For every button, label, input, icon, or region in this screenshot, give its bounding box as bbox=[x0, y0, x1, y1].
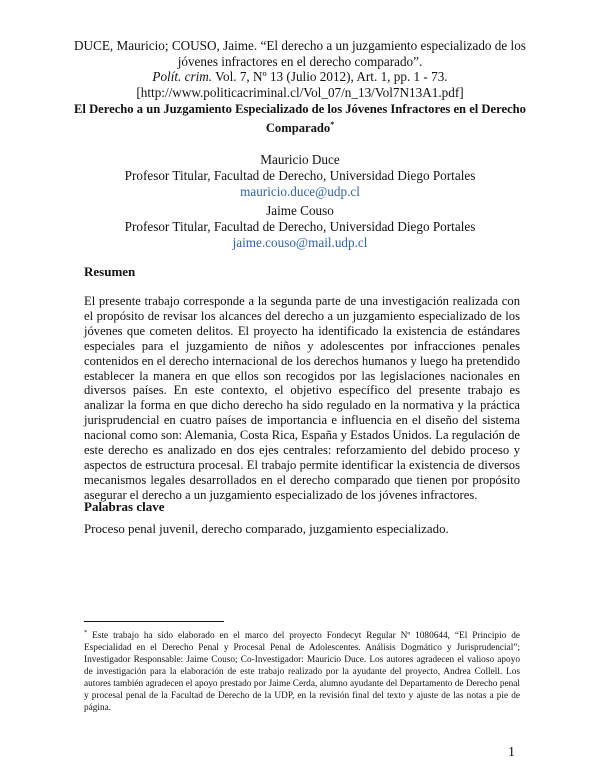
journal-name: Polít. crim. bbox=[152, 69, 213, 84]
citation-line-3 bbox=[40, 69, 560, 85]
abstract-heading: Resumen bbox=[84, 264, 136, 279]
footnote-text: Este trabajo ha sido elaborado en el marco del proyecto Fondecyt Regular Nº 1080644, “El Principio de Especialidad en el Derecho Penal y Procesal Penal de Adolescentes. Análisis Dogmático y Jurisprudencial”; Investigador Responsable: Jaime Couso; Co-Investigador: Mauricio Duce. Los autores agradecen el valioso apoyo de investigación para la elaboración de este trabajo realizado por la ayudante del proyecto, Andrea Collell. Los autores también agradecen el apoyo prestado por Jaime Cerda, alumno ayudante del Departamento de Derecho penal y procesal penal de la Facultad de Derecho de la UDP, en la revisión final del texto y ajuste de las notas a pie de página. bbox=[84, 631, 520, 713]
citation-line-2: jóvenes infractores en el derecho comparado”. bbox=[177, 53, 423, 69]
author-email[interactable]: jaime.couso@mail.udp.cl bbox=[232, 235, 368, 250]
author-block-1 bbox=[40, 152, 560, 200]
abstract-text: El presente trabajo corresponde a la segunda parte de una investigación realizada con el propósito de revisar los alcances del derecho a un juzgamiento especializado de los jóvenes que cometen delitos. El proyecto ha identificado la existencia de estándares especiales para el juzgamiento de niños y adolescentes por infracciones penales contenidos en el derecho internacional de los derechos humanos y luego ha pretendido establecer la manera en que ellos son recogidos por las legislaciones nacionales en diversos países. En este contexto, el objetivo específico del presente trabajo es analizar la forma en que dicho derecho ha sido regulado en la normativa y la práctica jurisprudencial en cuatro países de importancia e influencia en el diseño del sistema nacional como son: Alemania, Costa Rica, España y Estados Unidos. La regulación de este derecho es analizado en dos ejes centrales: reforzamiento del debido proceso y aspectos de estructura procesal. El trabajo permite identificar la existencia de diversos mecanismos legales desarrollados en el derecho comparado que tienen por propósito asegurar el derecho a un juzgamiento especializado de los jóvenes infractores. bbox=[84, 294, 520, 502]
keywords-heading: Palabras clave bbox=[84, 499, 165, 514]
author-affiliation: Profesor Titular, Facultad de Derecho, Universidad Diego Portales bbox=[124, 219, 476, 234]
paper-title-text: El Derecho a un Juzgamiento Especializado de los Jóvenes Infractores en el Derecho Comparado bbox=[74, 102, 526, 136]
author-block-2 bbox=[40, 203, 560, 251]
title-footnote-mark: * bbox=[330, 120, 335, 129]
author-affiliation: Profesor Titular, Facultad de Derecho, Universidad Diego Portales bbox=[124, 168, 476, 183]
footnote bbox=[84, 627, 520, 714]
citation-header bbox=[40, 38, 560, 100]
paper-title bbox=[60, 101, 540, 136]
keywords-text: Proceso penal juvenil, derecho comparado, juzgamiento especializado. bbox=[84, 522, 449, 536]
citation-volume: Vol. 7, Nº 13 (Julio 2012), Art. 1, pp. 1 - 73. bbox=[212, 69, 448, 84]
footnote-mark: * bbox=[84, 629, 88, 636]
author-name: Jaime Couso bbox=[266, 203, 334, 218]
citation-url: [http://www.politicacriminal.cl/Vol_07/n_13/Vol7N13A1.pdf] bbox=[136, 84, 464, 100]
footnote-divider bbox=[84, 621, 224, 622]
author-email[interactable]: mauricio.duce@udp.cl bbox=[240, 184, 360, 199]
citation-line-1: DUCE, Mauricio; COUSO, Jaime. “El derecho a un juzgamiento especializado de los bbox=[74, 38, 526, 53]
page-number: 1 bbox=[508, 745, 515, 760]
author-name: Mauricio Duce bbox=[260, 152, 340, 167]
